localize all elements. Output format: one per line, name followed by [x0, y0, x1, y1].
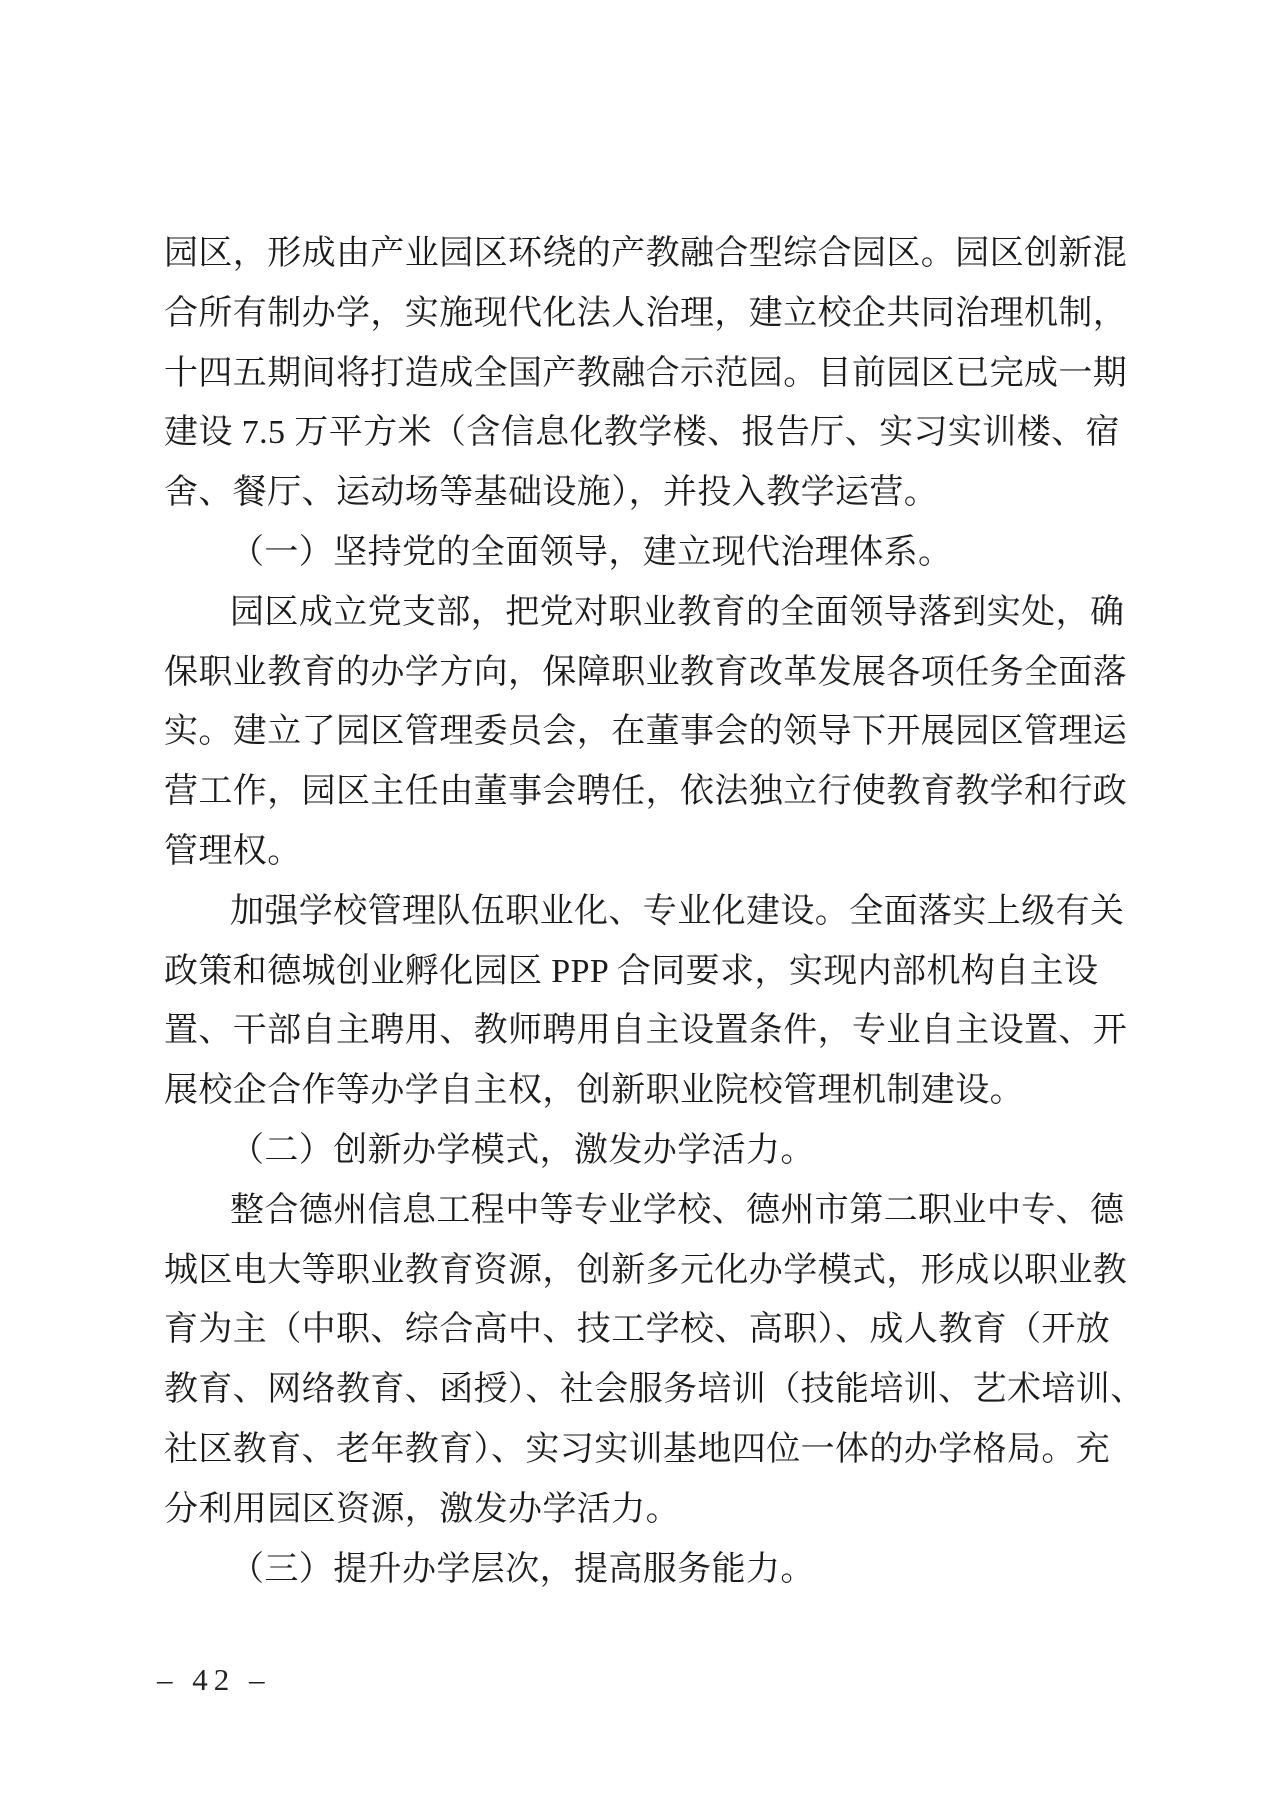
- text-line: 舍、餐厅、运动场等基础设施），并投入教学运营。: [164, 474, 939, 512]
- text-line: 园区成立党支部，把党对职业教育的全面领导落到实处，确: [230, 593, 1125, 631]
- text-line: 管理权。: [164, 832, 302, 870]
- section-heading-3: （三）提升办学层次，提高服务能力。: [230, 1550, 815, 1588]
- text-line: 城区电大等职业教育资源，创新多元化办学模式，形成以职业教: [164, 1251, 1128, 1289]
- text-line: 置、干部自主聘用、教师聘用自主设置条件，专业自主设置、开: [164, 1012, 1128, 1050]
- page-number: – 42 –: [157, 1662, 271, 1697]
- section-heading-2: （二）创新办学模式，激发办学活力。: [230, 1131, 815, 1169]
- text-line: 保职业教育的办学方向，保障职业教育改革发展各项任务全面落: [164, 653, 1128, 691]
- text-line: 社区教育、老年教育）、实习实训基地四位一体的办学格局。充: [164, 1430, 1111, 1468]
- text-line: 建设 7.5 万平方米（含信息化教学楼、报告厅、实习实训楼、宿: [164, 414, 1120, 452]
- section-heading-1: （一）坚持党的全面领导，建立现代治理体系。: [230, 533, 953, 571]
- text-line: 教育、网络教育、函授）、社会服务培训（技能培训、艺术培训、: [164, 1371, 1145, 1409]
- text-line: 实。建立了园区管理委员会，在董事会的领导下开展园区管理运: [164, 713, 1128, 751]
- text-line: 加强学校管理队伍职业化、专业化建设。全面落实上级有关: [230, 892, 1125, 930]
- text-line: 营工作，园区主任由董事会聘任，依法独立行使教育教学和行政: [164, 773, 1128, 811]
- text-line: 整合德州信息工程中等专业学校、德州市第二职业中专、德: [230, 1191, 1125, 1229]
- text-line: 园区，形成由产业园区环绕的产教融合型综合园区。园区创新混: [164, 235, 1128, 272]
- text-line: 合所有制办学，实施现代化法人治理，建立校企共同治理机制，: [164, 294, 1128, 332]
- text-line: 分利用园区资源，激发办学活力。: [164, 1490, 680, 1528]
- text-line: 政策和德城创业孵化园区 PPP 合同要求，实现内部机构自主设: [164, 952, 1099, 990]
- text-line: 育为主（中职、综合高中、技工学校、高职）、成人教育（开放: [164, 1311, 1111, 1349]
- text-line: 十四五期间将打造成全国产教融合示范园。目前园区已完成一期: [164, 354, 1128, 392]
- text-line: 展校企合作等办学自主权，创新职业院校管理机制建设。: [164, 1072, 1024, 1110]
- body-text: [164, 224, 1145, 1599]
